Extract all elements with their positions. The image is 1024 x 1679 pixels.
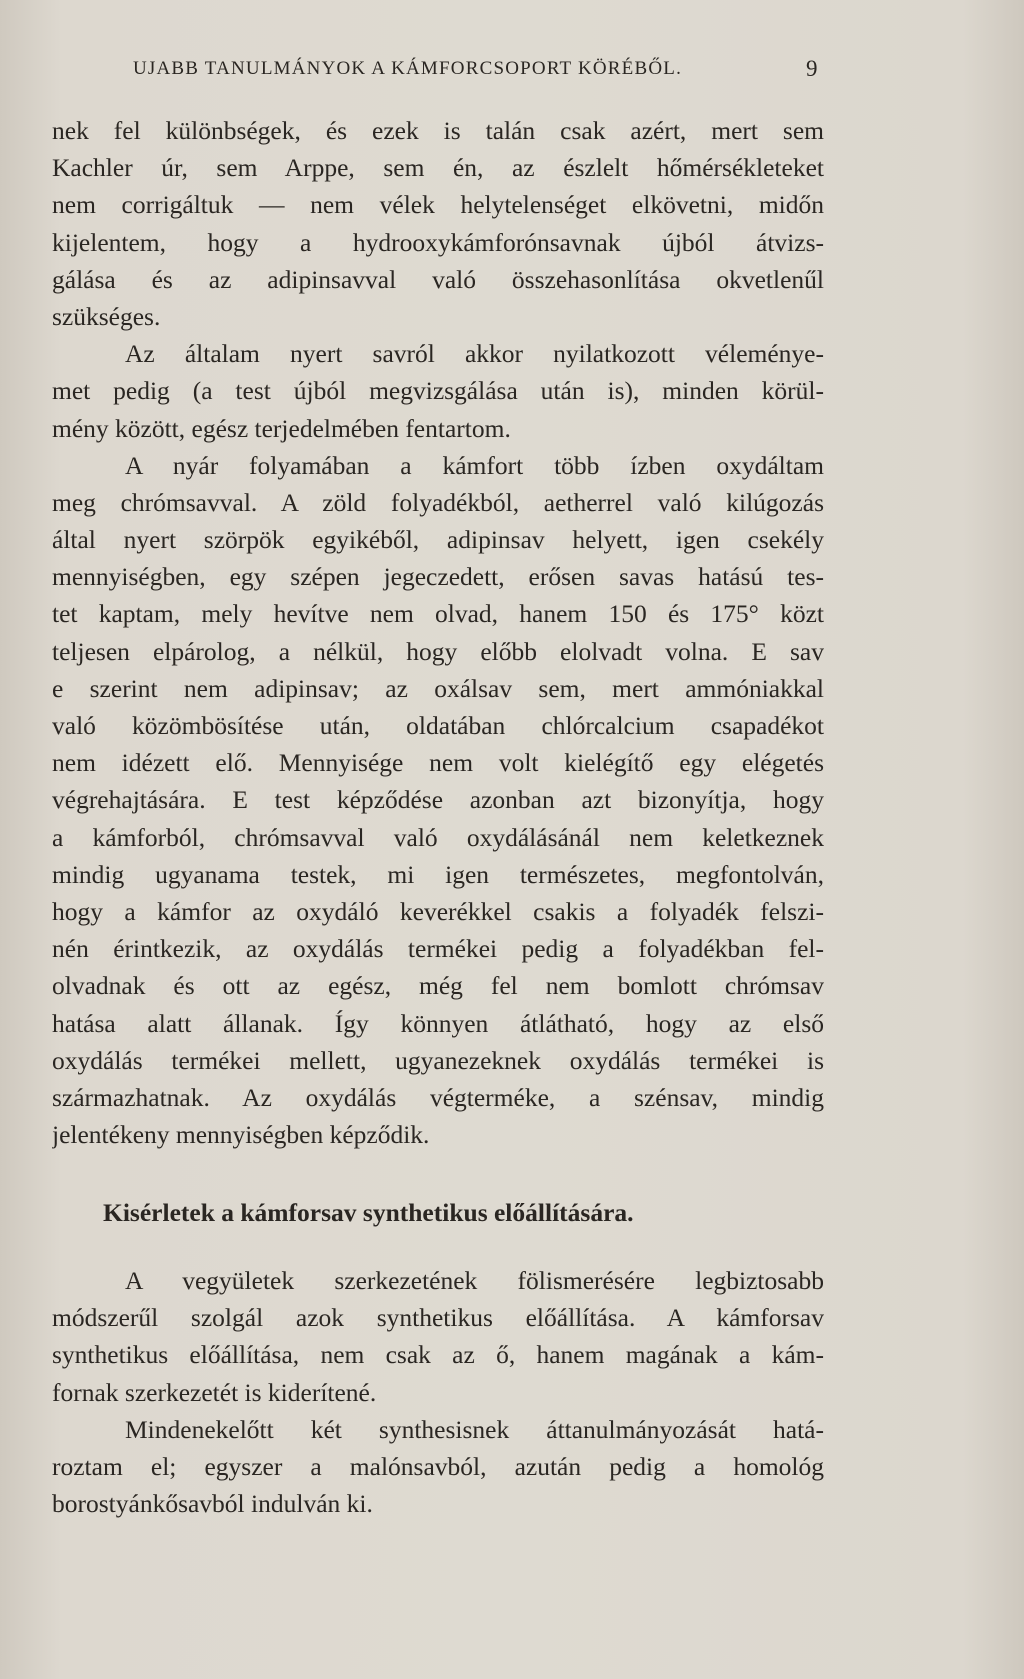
- text-line: synthetikus előállítása, nem csak az ő, hanem magának a kám-: [52, 1340, 824, 1370]
- text-line: Mindenekelőtt két synthesisnek áttanulmányozását hatá-: [125, 1414, 824, 1444]
- text-line: A nyár folyamában a kámfort több ízben oxydáltam: [125, 450, 824, 480]
- body-text: [52, 112, 824, 1153]
- text-line: hogy a kámfor az oxydáló keverékkel csakis a folyadék felszi-: [52, 896, 824, 926]
- text-line: szükséges.: [52, 301, 161, 331]
- section-heading: Kisérletek a kámforsav synthetikus előállítására.: [103, 1198, 634, 1227]
- text-line: végrehajtására. E test képződése azonban azt bizonyítja, hogy: [52, 785, 824, 815]
- text-line: hatása alatt állanak. Így könnyen átlátható, hogy az első: [52, 1008, 824, 1038]
- text-line: met pedig (a test újból megvizsgálása után is), minden körül-: [52, 376, 824, 406]
- text-line: borostyánkősavból indulván ki.: [52, 1489, 373, 1519]
- text-line: nem idézett elő. Mennyisége nem volt kielégítő egy elégetés: [52, 748, 824, 778]
- text-line: módszerűl szolgál azok synthetikus előállítása. A kámforsav: [52, 1303, 824, 1333]
- text-line: jelentékeny mennyiségben képződik.: [52, 1120, 430, 1150]
- text-line: nén érintkezik, az oxydálás termékei pedig a folyadékban fel-: [52, 934, 824, 964]
- text-line: nem corrigáltuk — nem vélek helytelenséget elkövetni, midőn: [52, 190, 824, 220]
- text-line: teljesen elpárolog, a nélkül, hogy előbb elolvadt volna. E sav: [52, 636, 824, 666]
- text-line: való közömbösítése után, oldatában chlórcalcium csapadékot: [52, 711, 824, 740]
- text-line: Az általam nyert savról akkor nyilatkozott véleménye-: [125, 339, 824, 369]
- text-line: A vegyületek szerkezetének fölismerésére legbiztosabb: [125, 1266, 824, 1295]
- running-head: UJABB TANULMÁNYOK A KÁMFORCSOPORT KÖRÉBŐL.: [133, 58, 683, 79]
- text-line: olvadnak és ott az egész, még fel nem bomlott chrómsav: [52, 971, 824, 1001]
- text-line: Kachler úr, sem Arppe, sem én, az észlelt hőmérsékleteket: [52, 153, 824, 183]
- text-line: gálása és az adipinsavval való összehasonlítása okvetlenűl: [52, 264, 824, 294]
- text-line: oxydálás termékei mellett, ugyanezeknek oxydálás termékei is: [52, 1045, 824, 1075]
- text-line: meg chrómsavval. A zöld folyadékból, aetherrel való kilúgozás: [52, 487, 824, 517]
- page-number: 9: [806, 56, 818, 81]
- text-line: származhatnak. Az oxydálás végterméke, a szénsav, mindig: [52, 1082, 824, 1112]
- text-line: fornak szerkezetét is kiderítené.: [52, 1377, 377, 1407]
- text-line: nek fel különbségek, és ezek is talán csak azért, mert sem: [52, 116, 824, 145]
- text-line: a kámforból, chrómsavval való oxydálásánál nem keletkeznek: [52, 822, 824, 852]
- text-line: által nyert szörpök egyikéből, adipinsav helyett, igen csekély: [52, 525, 824, 555]
- section-body-text: [52, 1262, 824, 1522]
- text-line: tet kaptam, mely hevítve nem olvad, hanem 150 és 175° közt: [52, 599, 824, 629]
- text-line: mindig ugyanama testek, mi igen természetes, megfontolván,: [52, 859, 824, 889]
- text-line: mény között, egész terjedelmében fentartom.: [52, 413, 511, 443]
- text-line: kijelentem, hogy a hydrooxykámforónsavnak újból átvizs-: [52, 227, 824, 257]
- text-line: mennyiségben, egy szépen jegeczedett, erősen savas hatású tes-: [52, 562, 824, 592]
- text-line: e szerint nem adipinsav; az oxálsav sem, mert ammóniakkal: [52, 673, 824, 703]
- text-line: roztam el; egyszer a malónsavból, azután pedig a homológ: [52, 1451, 824, 1481]
